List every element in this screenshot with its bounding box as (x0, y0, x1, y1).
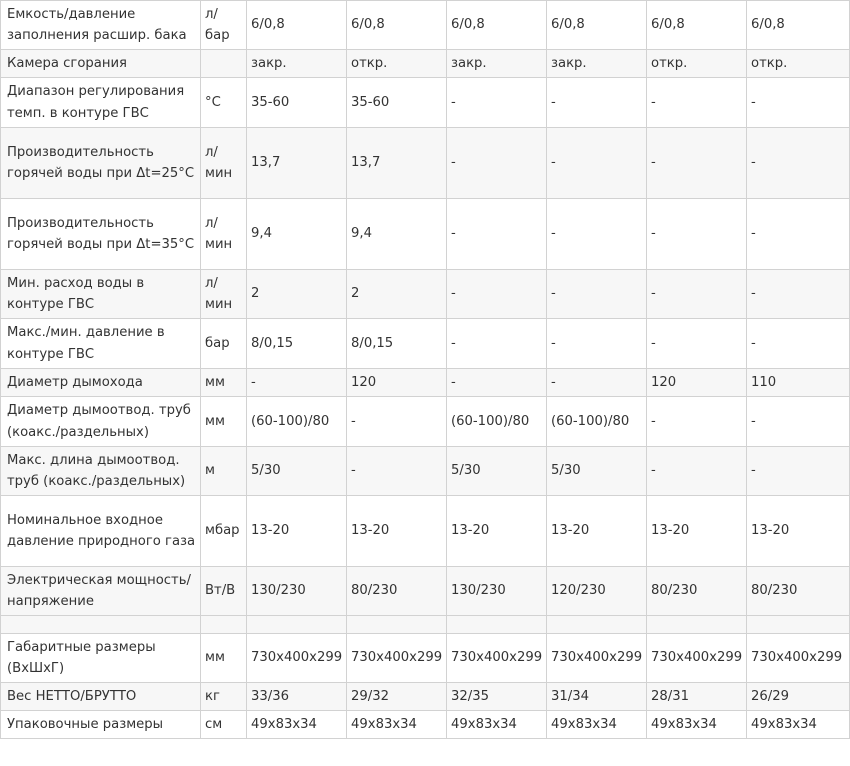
unit-cell: °C (201, 78, 247, 128)
value-cell: 31/34 (547, 683, 647, 711)
table-row (1, 634, 850, 683)
value-cell: - (547, 369, 647, 397)
value-cell: 13-20 (747, 496, 850, 567)
table-row (1, 711, 850, 739)
value-cell: 80/230 (347, 567, 447, 616)
value-cell: (60-100)/80 (447, 397, 547, 447)
unit-cell: л/ мин (201, 128, 247, 199)
value-cell: 120 (647, 369, 747, 397)
value-cell: откр. (747, 50, 850, 78)
value-cell: 13,7 (347, 128, 447, 199)
value-cell: 13-20 (547, 496, 647, 567)
unit-cell (201, 50, 247, 78)
value-cell (447, 616, 547, 634)
value-cell: 730x400x299 (647, 634, 747, 683)
param-cell (1, 616, 201, 634)
value-cell: - (747, 270, 850, 319)
value-cell: 28/31 (647, 683, 747, 711)
value-cell (347, 616, 447, 634)
value-cell: 6/0,8 (547, 1, 647, 50)
value-cell: - (647, 270, 747, 319)
value-cell: 6/0,8 (247, 1, 347, 50)
value-cell: 6/0,8 (747, 1, 850, 50)
value-cell: 13-20 (347, 496, 447, 567)
unit-cell: мм (201, 397, 247, 447)
value-cell: 8/0,15 (347, 319, 447, 369)
value-cell: 32/35 (447, 683, 547, 711)
value-cell: - (347, 397, 447, 447)
unit-cell: кг (201, 683, 247, 711)
value-cell: 730x400x299 (747, 634, 850, 683)
unit-cell: мм (201, 634, 247, 683)
value-cell: 35-60 (247, 78, 347, 128)
unit-cell: Вт/В (201, 567, 247, 616)
value-cell: - (747, 397, 850, 447)
value-cell: - (247, 369, 347, 397)
param-cell: Макс./мин. давление в контуре ГВС (1, 319, 201, 369)
param-cell: Диаметр дымоотвод. труб (коакс./раздельных) (1, 397, 201, 447)
value-cell: - (647, 319, 747, 369)
value-cell: - (347, 447, 447, 496)
table-row (1, 447, 850, 496)
unit-cell: см (201, 711, 247, 739)
table-row (1, 50, 850, 78)
param-cell: Диаметр дымохода (1, 369, 201, 397)
value-cell: 13,7 (247, 128, 347, 199)
param-cell: Производительность горячей воды при Δt=35°C (1, 199, 201, 270)
param-cell: Мин. расход воды в контуре ГВС (1, 270, 201, 319)
value-cell: 13-20 (647, 496, 747, 567)
table-row (1, 128, 850, 199)
value-cell: - (447, 128, 547, 199)
value-cell (647, 616, 747, 634)
value-cell: 80/230 (747, 567, 850, 616)
value-cell: 5/30 (447, 447, 547, 496)
value-cell: откр. (647, 50, 747, 78)
value-cell (547, 616, 647, 634)
value-cell: - (547, 319, 647, 369)
table-row (1, 616, 850, 634)
unit-cell: бар (201, 319, 247, 369)
table-row (1, 270, 850, 319)
value-cell: - (447, 78, 547, 128)
value-cell: - (747, 199, 850, 270)
table-row (1, 496, 850, 567)
table-row (1, 397, 850, 447)
value-cell: - (447, 369, 547, 397)
param-cell: Номинальное входное давление природного газа (1, 496, 201, 567)
value-cell: - (647, 128, 747, 199)
value-cell: - (647, 397, 747, 447)
value-cell: 110 (747, 369, 850, 397)
param-cell: Диапазон регулирования темп. в контуре ГВС (1, 78, 201, 128)
value-cell: - (747, 447, 850, 496)
value-cell: 730x400x299 (247, 634, 347, 683)
value-cell: 49x83x34 (247, 711, 347, 739)
value-cell: 49x83x34 (747, 711, 850, 739)
value-cell: 730x400x299 (347, 634, 447, 683)
value-cell: 5/30 (547, 447, 647, 496)
value-cell: 5/30 (247, 447, 347, 496)
param-cell: Производительность горячей воды при Δt=25°C (1, 128, 201, 199)
value-cell: 6/0,8 (347, 1, 447, 50)
value-cell: 80/230 (647, 567, 747, 616)
param-cell: Упаковочные размеры (1, 711, 201, 739)
value-cell: закр. (247, 50, 347, 78)
value-cell: 9,4 (247, 199, 347, 270)
unit-cell (201, 616, 247, 634)
table-row (1, 1, 850, 50)
unit-cell: мбар (201, 496, 247, 567)
value-cell: (60-100)/80 (247, 397, 347, 447)
unit-cell: л/ бар (201, 1, 247, 50)
value-cell: 49x83x34 (347, 711, 447, 739)
value-cell (747, 616, 850, 634)
value-cell: 13-20 (247, 496, 347, 567)
unit-cell: л/ мин (201, 270, 247, 319)
value-cell: 2 (347, 270, 447, 319)
value-cell: откр. (347, 50, 447, 78)
value-cell: - (647, 78, 747, 128)
value-cell: 120 (347, 369, 447, 397)
value-cell (247, 616, 347, 634)
value-cell: - (747, 319, 850, 369)
param-cell: Электрическая мощность/напряжение (1, 567, 201, 616)
table-row (1, 369, 850, 397)
value-cell: - (547, 270, 647, 319)
value-cell: 49x83x34 (547, 711, 647, 739)
unit-cell: мм (201, 369, 247, 397)
param-cell: Емкость/давление заполнения расшир. бака (1, 1, 201, 50)
value-cell: - (747, 128, 850, 199)
value-cell: 120/230 (547, 567, 647, 616)
value-cell: 35-60 (347, 78, 447, 128)
param-cell: Габаритные размеры (ВхШхГ) (1, 634, 201, 683)
value-cell: - (547, 199, 647, 270)
value-cell: 730x400x299 (547, 634, 647, 683)
value-cell: - (547, 128, 647, 199)
value-cell: 6/0,8 (447, 1, 547, 50)
value-cell: 8/0,15 (247, 319, 347, 369)
value-cell: - (647, 447, 747, 496)
table-row (1, 199, 850, 270)
value-cell: закр. (447, 50, 547, 78)
param-cell: Камера сгорания (1, 50, 201, 78)
table-row (1, 319, 850, 369)
value-cell: 26/29 (747, 683, 850, 711)
value-cell: (60-100)/80 (547, 397, 647, 447)
value-cell: 29/32 (347, 683, 447, 711)
value-cell: 33/36 (247, 683, 347, 711)
table-row (1, 78, 850, 128)
value-cell: 9,4 (347, 199, 447, 270)
value-cell: 2 (247, 270, 347, 319)
value-cell: 49x83x34 (447, 711, 547, 739)
unit-cell: м (201, 447, 247, 496)
value-cell: 13-20 (447, 496, 547, 567)
value-cell: - (447, 319, 547, 369)
param-cell: Вес НЕТТО/БРУТТО (1, 683, 201, 711)
value-cell: - (447, 199, 547, 270)
table-row (1, 567, 850, 616)
value-cell: - (647, 199, 747, 270)
table-row (1, 683, 850, 711)
value-cell: 49x83x34 (647, 711, 747, 739)
value-cell: 730x400x299 (447, 634, 547, 683)
value-cell: закр. (547, 50, 647, 78)
value-cell: - (447, 270, 547, 319)
unit-cell: л/ мин (201, 199, 247, 270)
value-cell: 130/230 (447, 567, 547, 616)
value-cell: 6/0,8 (647, 1, 747, 50)
param-cell: Макс. длина дымоотвод. труб (коакс./раздельных) (1, 447, 201, 496)
value-cell: - (547, 78, 647, 128)
value-cell: 130/230 (247, 567, 347, 616)
value-cell: - (747, 78, 850, 128)
